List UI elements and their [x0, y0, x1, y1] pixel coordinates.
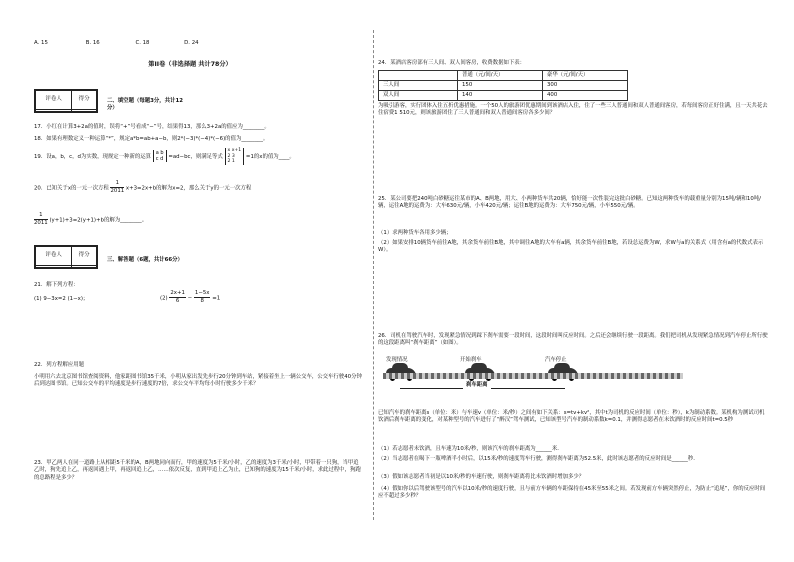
question-24-body: 为吸引游客，实行团体入住五折优惠措施。一个50人的旅游团优惠期间到该酒店入住，住了一些三人普通间和双人普通间客房，若每间客房正好住满，且一天共花去住宿费1 510元，则该旅游团住了三人普通间和双人普通间客房各多少间？ [378, 103, 768, 117]
solve-heading: 三、解答题（6题，共计66分） [107, 257, 183, 263]
road [383, 373, 683, 379]
question-23: 23．甲乙两人在同一道路上从相距5千米的A，B两地同向而行，甲的速度为5千米/小时，乙的速度为3千米/小时，甲带着一只狗，当甲追乙时，狗先追上乙，再返回遇上甲，再返回追上乙，……依次反复，直到甲追上乙为止，已知狗的速度为15千米/小时，求此过程中，狗跑的总路程是多少？ [34, 460, 361, 481]
question-26-4: （4）假如你以后驾驶该型号的汽车以10米/秒的速度行驶，且与前方车辆的车距保持在45米至55米之间。若发现前方车辆突然停止，为防止“追尾”，你的反应时间应不超过多少秒？ [378, 486, 766, 500]
question-21-1: (1) 9−3x=2 (1−x)； [34, 296, 89, 302]
option-b: B. 16 [85, 40, 100, 46]
score-box-2: 评卷人 得分 [34, 245, 98, 269]
score-box-h2: 得分 [72, 91, 97, 110]
question-20: 20．已知关于x的一元一次方程 $\frac{1}{2011}$ x+3=2x+b的解为x=2，那么关于y的一元一次方程 [34, 180, 252, 195]
options-row [34, 40, 364, 47]
question-26-2: （2）当志愿者在喝下一瓶啤酒半小时后，以15米/秒的速度驾车行驶，测得刹车距离为52.5米，此时该志愿者的反应时间是______秒． [378, 456, 699, 462]
question-26: 26．司机在驾驶汽车时，发现紧急情况到踩下刹车需要一段时间，这段时间叫反应时间。之后还会继续行驶一段距离。我们把司机从发现紧急情况到汽车停止所行驶的这段距离叫“刹车距离”（如图）。 [378, 333, 768, 347]
fig-caption: 刹车距离 [463, 382, 491, 389]
question-22: 小明用六去北京图书馆查阅资料，他家距图书馆35千米，小明从家出发先步行20分钟到车站，紧接着坐上一辆公交车，公交车行驶40分钟后到达图书馆。已知公交车的平均速度是步行速度的7倍，求公交车平均每小时行驶多少千米？ [34, 374, 362, 388]
fraction-1-2011-b: $\frac{1}{2011}$ [34, 212, 48, 227]
det-abcd: a b c d [153, 150, 167, 162]
option-a: A. 15 [34, 40, 48, 46]
section-title: 第II卷（非选择题 共计78分） [148, 61, 232, 68]
question-25-2: （2）如果安排10辆货车前往A地，其余货车前往B地，其中调往A地的大车有a辆，其余货车前往B地，若设总运费为W，求W与a的关系式（用含有a的代数式表示W）。 [378, 240, 764, 254]
question-26-1: （1）若志愿者未饮酒，且车速为10米/秒，则该汽车的刹车距离为______米． [378, 446, 563, 452]
question-26-3: （3）假如该志愿者当初是以10米/秒的车速行驶，则刹车距离将比未饮酒时增加多少？ [378, 474, 585, 480]
question-25-1: （1）求两种货车各用多少辆； [378, 230, 452, 236]
question-20-equation: $\frac{1}{2011}$ (y+1)+3=2(y+1)+b的解为________。 [34, 212, 148, 227]
question-19: 19．设a，b，c，d为实数，现规定一种新的运算 a b c d =ad−bc，则满足等式 x x+1 2 3 2 1 =1的x的值为____。 [34, 148, 295, 164]
table-row: 双人间 140 400 [379, 91, 628, 101]
fraction-1-2011: $\frac{1}{2011}$ [110, 180, 125, 195]
table-row: 三人间 150 300 [379, 81, 628, 91]
fig-label-found: 发现情况 [386, 357, 408, 363]
question-26-body: 已知汽车的刹车距离s（单位：米）与车速v（单位：米/秒）之间有如下关系：s=tv+kv²，其中t为司机的反应时间（单位：秒），k为制动系数。某机构为测试司机饮酒后刹车距离的变化，对某种型号的汽车进行了“醉汉”驾车测试，已知该型号汽车的制动系数k=0.1，并测得志愿者在未饮酒时的反应时间t=0.5秒 [378, 410, 765, 424]
option-c: C. 18 [135, 40, 150, 46]
question-22-title: 22．列方程解应用题 [34, 362, 84, 368]
question-18: 18．如果有理数定义一种运算“*”，规定a*b=ab+a−b，则2*(−3)*(−4)*(−6)的值为________。 [34, 136, 269, 142]
table-header: 普通（元/间/天） 豪华（元/间/天） [379, 71, 628, 81]
option-d: D. 24 [184, 40, 199, 46]
fig-label-brake: 开始刹车 [460, 357, 482, 363]
score-box-h1: 评卷人 [36, 91, 72, 110]
fig-label-stop: 汽车停止 [545, 357, 567, 363]
question-24: 24．某酒店客房部有三人间、双人间客房，收费数据如下表： [378, 60, 526, 66]
question-21: 21．解下列方程： [34, 282, 79, 288]
score-box-1 [34, 89, 98, 113]
det-x: x x+1 2 3 2 1 [225, 148, 245, 165]
price-table [378, 70, 628, 101]
fill-heading: 二、填空题（每题3分，共计12 分） [107, 98, 183, 112]
question-21-2: (2) $\frac{2x+1}{6}$ − $\frac{1-5x}{8}$ =1 [160, 290, 221, 305]
column-divider [373, 30, 374, 520]
question-25: 25．某公司要把240吨白砂糖运往某市的A、B两地，用大、小两种货车共20辆，恰好能一次性装完这批白砂糖。已知这两种货车的载重量分别为15吨/辆和10吨/辆，运往A地的运费为：大车630元/辆，小车420元/辆；运往B地的运费为：大车750元/辆，小车550元/辆。 [378, 196, 761, 210]
question-17: 17．小红在计算3+2a的值时，误将“+”号看成“−”号，结果得13，那么3+2a的值应为________。 [34, 124, 270, 130]
